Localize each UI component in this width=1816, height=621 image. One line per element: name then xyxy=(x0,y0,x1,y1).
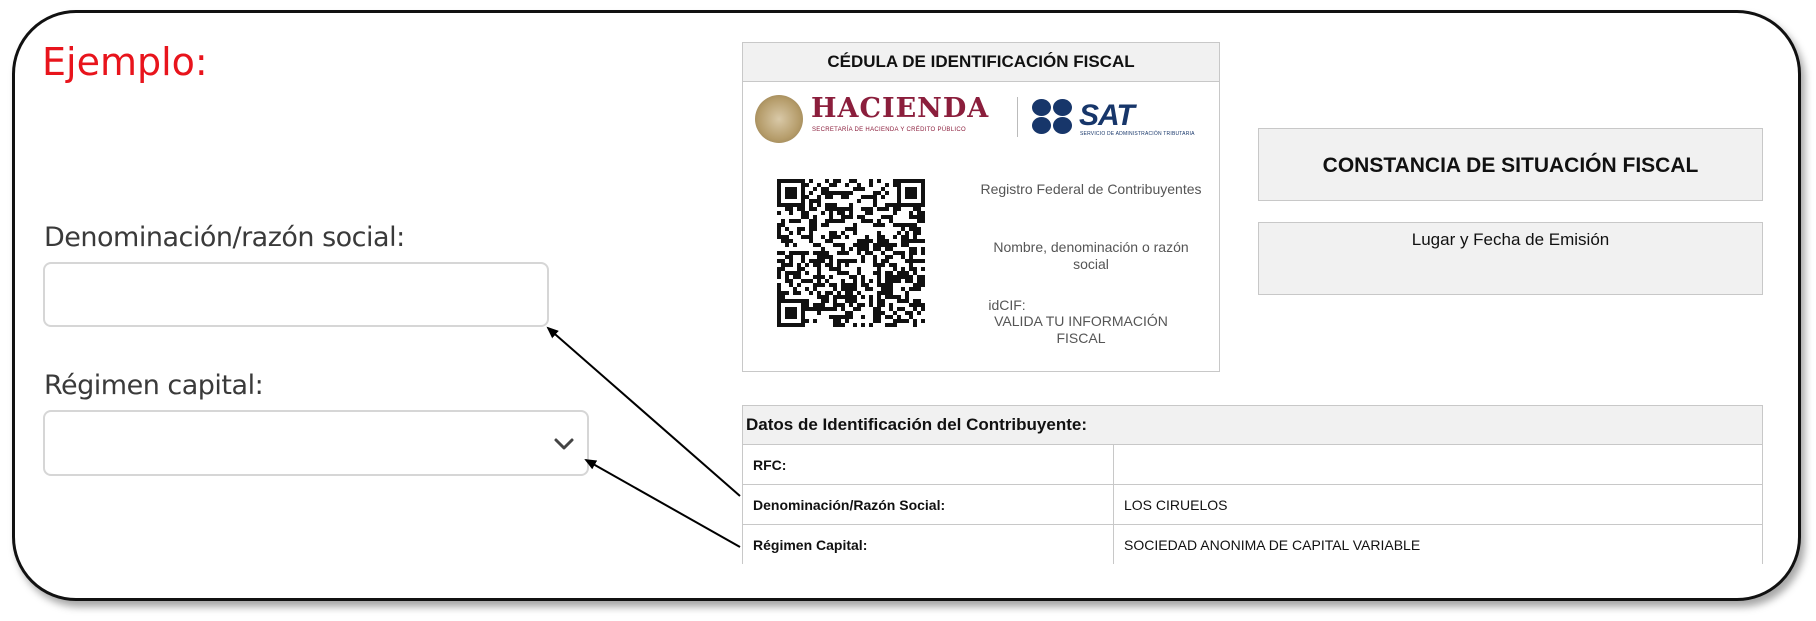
table-row xyxy=(743,485,1763,525)
hacienda-subtitle: SECRETARÍA DE HACIENDA Y CRÉDITO PÚBLICO xyxy=(812,127,966,133)
sat-logo: SAT xyxy=(1079,99,1134,132)
mexico-seal-icon xyxy=(755,95,803,143)
logos xyxy=(755,91,1211,141)
datos-table xyxy=(742,405,1763,564)
rfc-value xyxy=(1114,445,1763,485)
hacienda-logo: HACIENDA xyxy=(811,93,990,124)
table-row xyxy=(743,445,1763,485)
logo-divider xyxy=(1017,97,1018,137)
example-title: Ejemplo: xyxy=(42,40,208,84)
nombre-caption: Nombre, denominación o razón social xyxy=(993,239,1189,272)
denominacion-row-value: LOS CIRUELOS xyxy=(1114,485,1763,525)
rfc-label: RFC: xyxy=(743,445,1114,485)
rfc-caption: Registro Federal de Contribuyentes xyxy=(980,181,1202,197)
table-row xyxy=(743,525,1763,565)
regimen-row-value: SOCIEDAD ANONIMA DE CAPITAL VARIABLE xyxy=(1114,525,1763,565)
regimen-label: Régimen capital: xyxy=(44,370,264,401)
cedula-card xyxy=(742,42,1220,372)
valida-link[interactable]: VALIDA TU INFORMACIÓN FISCAL xyxy=(994,313,1168,346)
denominacion-label: Denominación/razón social: xyxy=(44,222,405,253)
sat-logo-icon xyxy=(1032,99,1076,135)
sat-subtitle: SERVICIO DE ADMINISTRACIÓN TRIBUTARIA xyxy=(1080,131,1195,137)
datos-header: Datos de Identificación del Contribuyente: xyxy=(743,406,1763,445)
regimen-row-label: Régimen Capital: xyxy=(743,525,1114,565)
arrow-denominacion xyxy=(548,328,740,496)
arrow-regimen xyxy=(586,460,740,547)
denominacion-row-label: Denominación/Razón Social: xyxy=(743,485,1114,525)
cedula-title: CÉDULA DE IDENTIFICACIÓN FISCAL xyxy=(743,43,1219,82)
lugar-fecha-box: Lugar y Fecha de Emisión xyxy=(1258,222,1763,295)
qr-code-icon xyxy=(777,179,925,329)
constancia-title: CONSTANCIA DE SITUACIÓN FISCAL xyxy=(1258,128,1763,201)
idcif-label: idCIF: xyxy=(988,297,1026,313)
